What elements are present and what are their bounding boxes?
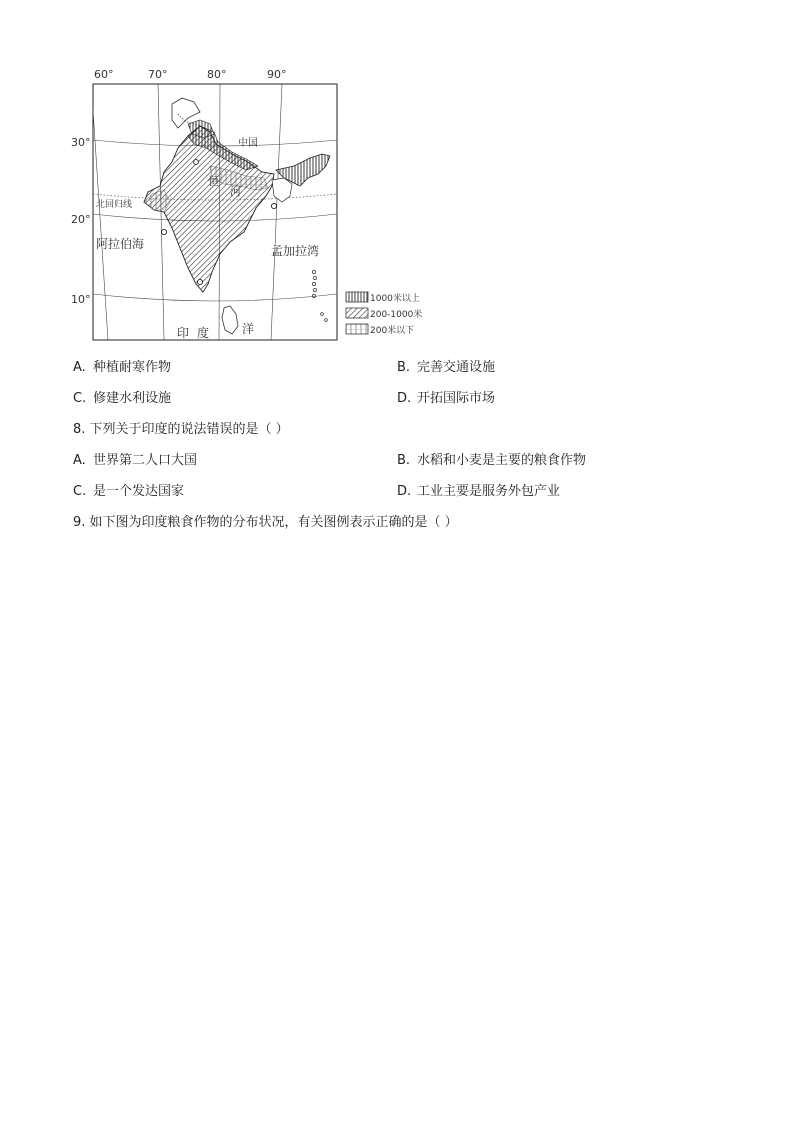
q7-option-d-letter: D. [397,391,412,406]
indian-ocean-char-1: 印 [177,326,190,340]
q7-option-a-letter: A. [73,360,86,375]
q7-option-a-text: 种植耐寒作物 [93,360,172,375]
arabian-sea-label: 阿拉伯海 [96,237,145,251]
q8-option-c [73,484,184,500]
lon-label-60: 60° [94,68,114,81]
q8-option-d-text: 工业主要是服务外包产业 [417,484,561,499]
china-label: 中国 [238,138,258,149]
map-legend [346,292,422,336]
lat-label-20: 20° [71,213,91,226]
ganges-label-char-1: 恒 [208,175,219,188]
q8-stem: 8. 下列关于印度的说法错误的是（ ） [73,422,289,437]
q7-option-b [397,360,495,376]
sri-lanka-island [222,306,238,334]
q8-option-a-text: 世界第二人口大国 [93,453,198,468]
q8-option-b [397,453,586,469]
legend-label-mid: 200-1000米 [370,310,423,320]
ganges-label-char-2: 河 [230,185,241,198]
q8-option-a [73,453,197,469]
q7-option-d-text: 开拓国际市场 [417,391,496,406]
q9-stem: 9. 如下图为印度粮食作物的分布状况，有关图例表示正确的是（ ） [73,515,458,530]
q7-option-d [397,391,495,407]
legend-label-high: 1000米以上 [370,294,420,304]
q7-option-c-text: 修建水利设施 [93,391,172,406]
q8-option-b-letter: B. [397,453,411,468]
q8-option-c-text: 是一个发达国家 [93,484,185,499]
q8-option-b-text: 水稻和小麦是主要的粮食作物 [417,453,587,468]
lat-label-10: 10° [71,293,91,306]
indian-ocean-char-3: 洋 [242,322,255,336]
q7-option-a [73,360,171,376]
legend-swatch-mid [346,308,368,318]
q7-option-c [73,391,171,407]
q8-option-d [397,484,560,500]
india-topographic-map [60,62,440,347]
lon-label-70: 70° [148,68,168,81]
lat-label-30: 30° [71,136,91,149]
legend-swatch-low [346,324,368,334]
legend-label-low: 200米以下 [370,326,415,336]
q8-option-d-letter: D. [397,484,412,499]
q7-option-c-letter: C. [73,391,87,406]
indian-ocean-char-2: 度 [197,326,210,340]
bay-of-bengal-label: 孟加拉湾 [271,244,320,258]
q8-option-c-letter: C. [73,484,87,499]
legend-swatch-high [346,292,368,302]
q8-option-a-letter: A. [73,453,86,468]
tropic-of-cancer-label: 北回归线 [96,200,133,210]
lon-label-90: 90° [267,68,287,81]
q7-option-b-letter: B. [397,360,411,375]
lon-label-80: 80° [207,68,227,81]
q7-option-b-text: 完善交通设施 [417,360,496,375]
